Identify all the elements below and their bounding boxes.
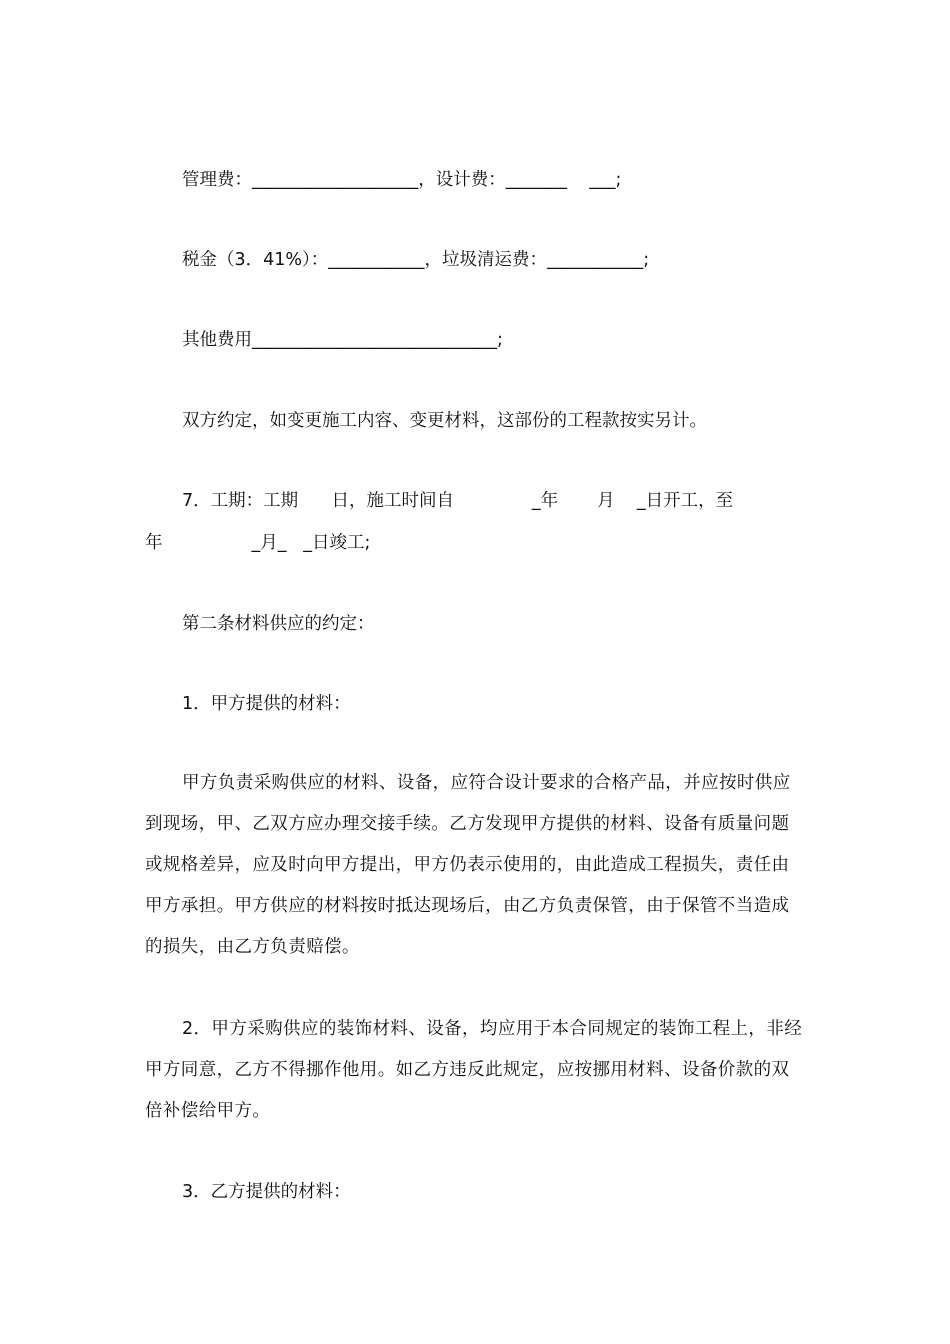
item-1-body: 甲方负责采购供应的材料、设备，应符合设计要求的合格产品，并应按时供应到现场，甲、乙双方应办理交接手续。乙方发现甲方提供的材料、设备有质量问题或规格差异，应及时向甲方提出，甲方仍表示使用的，由此造成工程损失，责任由甲方承担。甲方供应的材料按时抵达现场后，由乙方负责保管，由于保管不当造成的损失，由乙方负责赔偿。: [145, 773, 791, 957]
construction-period-line: 7．工期：工期 日，施工时间自 _年 月 _日开工，至: [182, 491, 734, 511]
management-fee-line: 管理费：___________________，设计费：_______ ___;: [182, 170, 622, 190]
agreement-line: 双方约定，如变更施工内容、变更材料，这部份的工程款按实另计。: [182, 411, 707, 431]
item-3-title: 3．乙方提供的材料：: [182, 1182, 351, 1202]
article-2-heading: 第二条材料供应的约定：: [182, 614, 375, 634]
item-2-body: 2．甲方采购供应的装饰材料、设备，均应用于本合同规定的装饰工程上，非经甲方同意，乙方不得挪作他用。如乙方违反此规定，应按挪用材料、设备价款的双倍补偿给甲方。: [145, 1019, 803, 1121]
item-1-title: 1．甲方提供的材料：: [182, 694, 351, 714]
construction-period-continuation: 年 _月_ _日竣工;: [145, 533, 371, 553]
other-fees-line: 其他费用____________________________;: [182, 330, 503, 350]
tax-line: 税金（3．41%）：___________，垃圾清运费：___________;: [182, 250, 650, 270]
